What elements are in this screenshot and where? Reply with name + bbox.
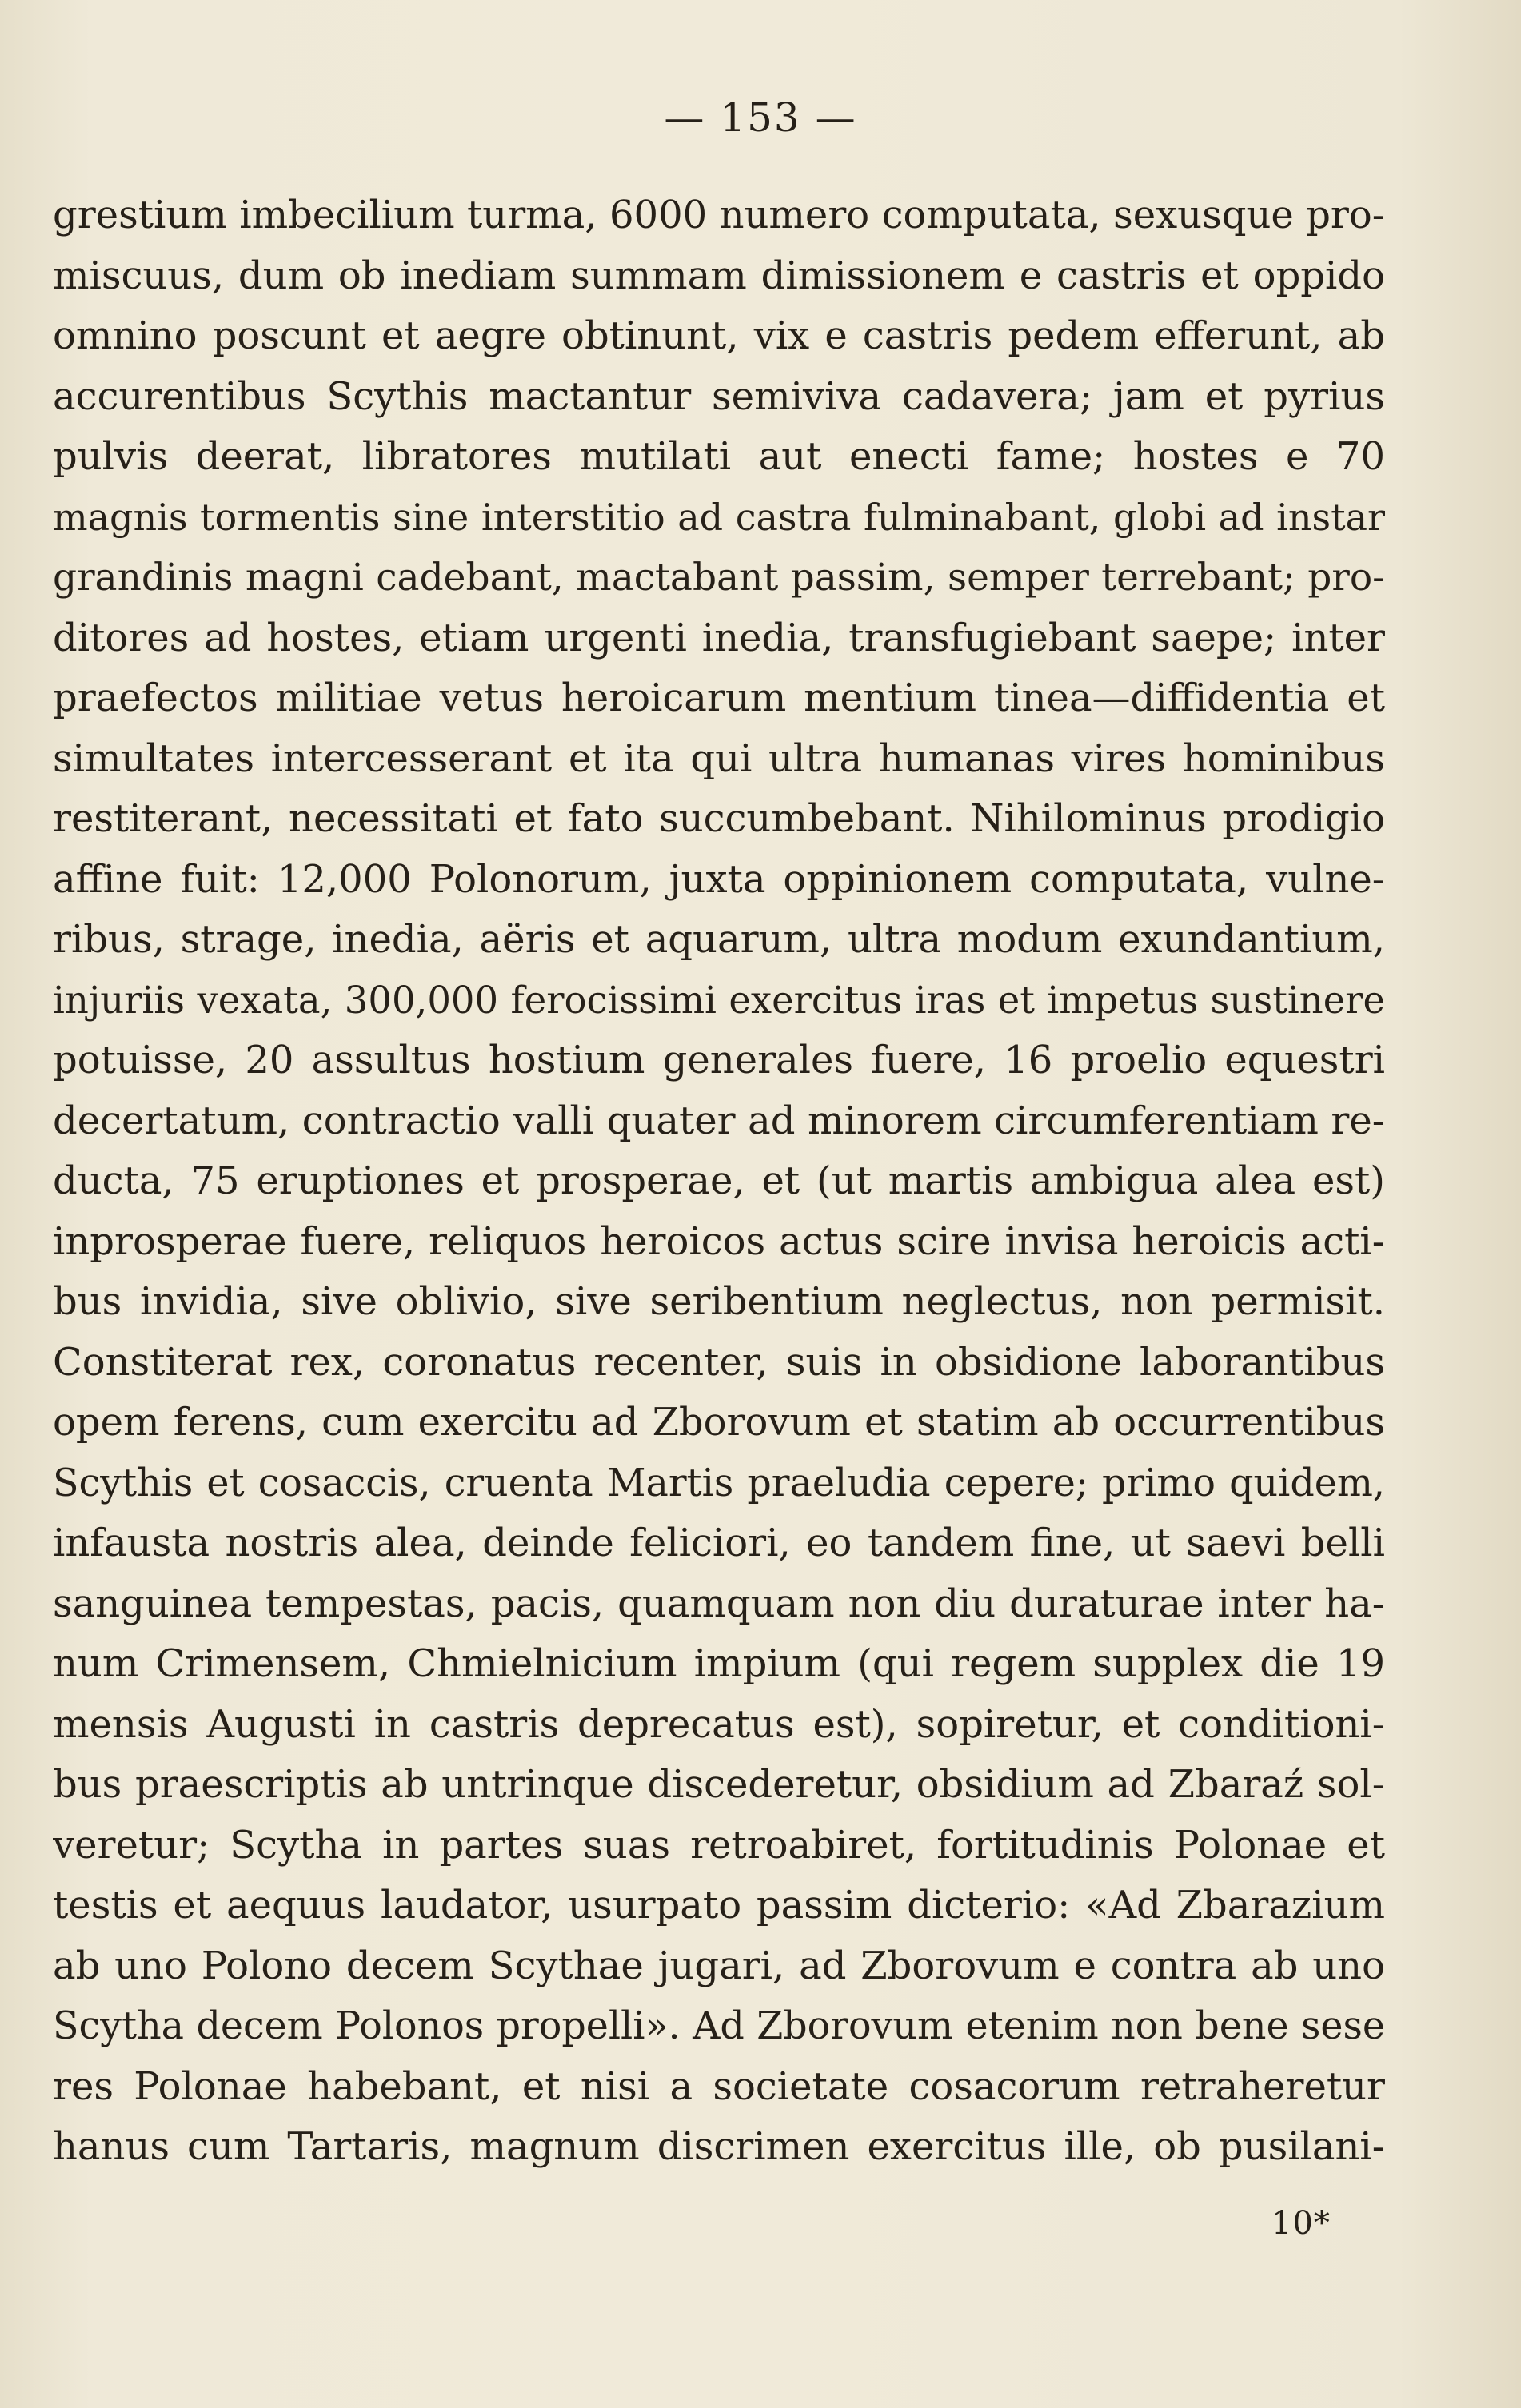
text-line: inprosperae fuere, reliquos heroicos actus scire invisa heroicis acti- xyxy=(53,1218,1385,1264)
text-line: sanguinea tempestas, pacis, quamquam non diu duraturae inter ha- xyxy=(53,1581,1385,1626)
text-line: accurentibus Scythis mactantur semiviva cadavera; jam et pyrius xyxy=(53,373,1385,419)
text-line: Scythis et cosaccis, cruenta Martis praeludia cepere; primo quidem, xyxy=(53,1461,1385,1505)
text-line: miscuus, dum ob inediam summam dimissionem e castris et oppido xyxy=(53,253,1385,298)
text-line: bus invidia, sive oblivio, sive seribentium neglectus, non permisit. xyxy=(53,1279,1385,1324)
text-line: ducta, 75 eruptiones et prosperae, et (ut martis ambigua alea est) xyxy=(53,1158,1385,1203)
page-number-header: — 153 — xyxy=(664,94,857,141)
page-body-text xyxy=(53,185,1385,2178)
text-line: simultates intercesserant et ita qui ultra humanas vires hominibus xyxy=(53,736,1385,781)
text-line: num Crimensem, Chmielnicium impium (qui regem supplex die 19 xyxy=(53,1641,1385,1686)
text-line: grestium imbecilium turma, 6000 numero computata, sexusque pro- xyxy=(53,193,1385,237)
text-line: mensis Augusti in castris deprecatus est), sopiretur, et conditioni- xyxy=(53,1701,1385,1747)
text-line: res Polonae habebant, et nisi a societate cosacorum retraheretur xyxy=(53,2063,1385,2109)
text-line: ribus, strage, inedia, aëris et aquarum, ultra modum exundantium, xyxy=(53,917,1385,962)
signature-mark: 10* xyxy=(1271,2205,1331,2242)
text-line: restiterant, necessitati et fato succumbebant. Nihilominus prodigio xyxy=(53,796,1385,841)
text-line: injuriis vexata, 300,000 ferocissimi exercitus iras et impetus sustinere xyxy=(53,978,1385,1022)
text-line: testis et aequus laudator, usurpato passim dicterio: «Ad Zbarazium xyxy=(53,1883,1385,1928)
text-line: praefectos militiae vetus heroicarum mentium tinea—diffidentia et xyxy=(53,676,1385,720)
text-line: pulvis deerat, libratores mutilati aut enecti fame; hostes e 70 xyxy=(53,434,1385,479)
text-line: bus praescriptis ab untrinque discederetur, obsidium ad Zbaraź sol- xyxy=(53,1762,1385,1807)
text-line: Constiterat rex, coronatus recenter, suis in obsidione laborantibus xyxy=(53,1339,1385,1385)
text-line: infausta nostris alea, deinde feliciori, eo tandem fine, ut saevi belli xyxy=(53,1521,1385,1565)
text-line: ab uno Polono decem Scythae jugari, ad Zborovum e contra ab uno xyxy=(53,1943,1385,1988)
text-line: ditores ad hostes, etiam urgenti inedia, transfugiebant saepe; inter xyxy=(53,615,1385,660)
text-line: omnino poscunt et aegre obtinunt, vix e castris pedem efferunt, ab xyxy=(53,313,1385,358)
text-line: Scytha decem Polonos propelli». Ad Zborovum etenim non bene sese xyxy=(53,2004,1385,2048)
text-line: grandinis magni cadebant, mactabant passim, semper terrebant; pro- xyxy=(53,556,1385,600)
text-line: hanus cum Tartaris, magnum discrimen exercitus ille, ob pusilani- xyxy=(53,2124,1385,2169)
text-line: decertatum, contractio valli quater ad minorem circumferentiam re- xyxy=(53,1098,1385,1143)
text-line: affine fuit: 12,000 Polonorum, juxta oppinionem computata, vulne- xyxy=(53,856,1385,902)
text-line: opem ferens, cum exercitu ad Zborovum et statim ab occurrentibus xyxy=(53,1400,1385,1445)
text-line: veretur; Scytha in partes suas retroabiret, fortitudinis Polonae et xyxy=(53,1822,1385,1868)
text-line: potuisse, 20 assultus hostium generales fuere, 16 proelio equestri xyxy=(53,1038,1385,1082)
text-line: magnis tormentis sine interstitio ad castra fulminabant, globi ad instar xyxy=(53,495,1385,539)
